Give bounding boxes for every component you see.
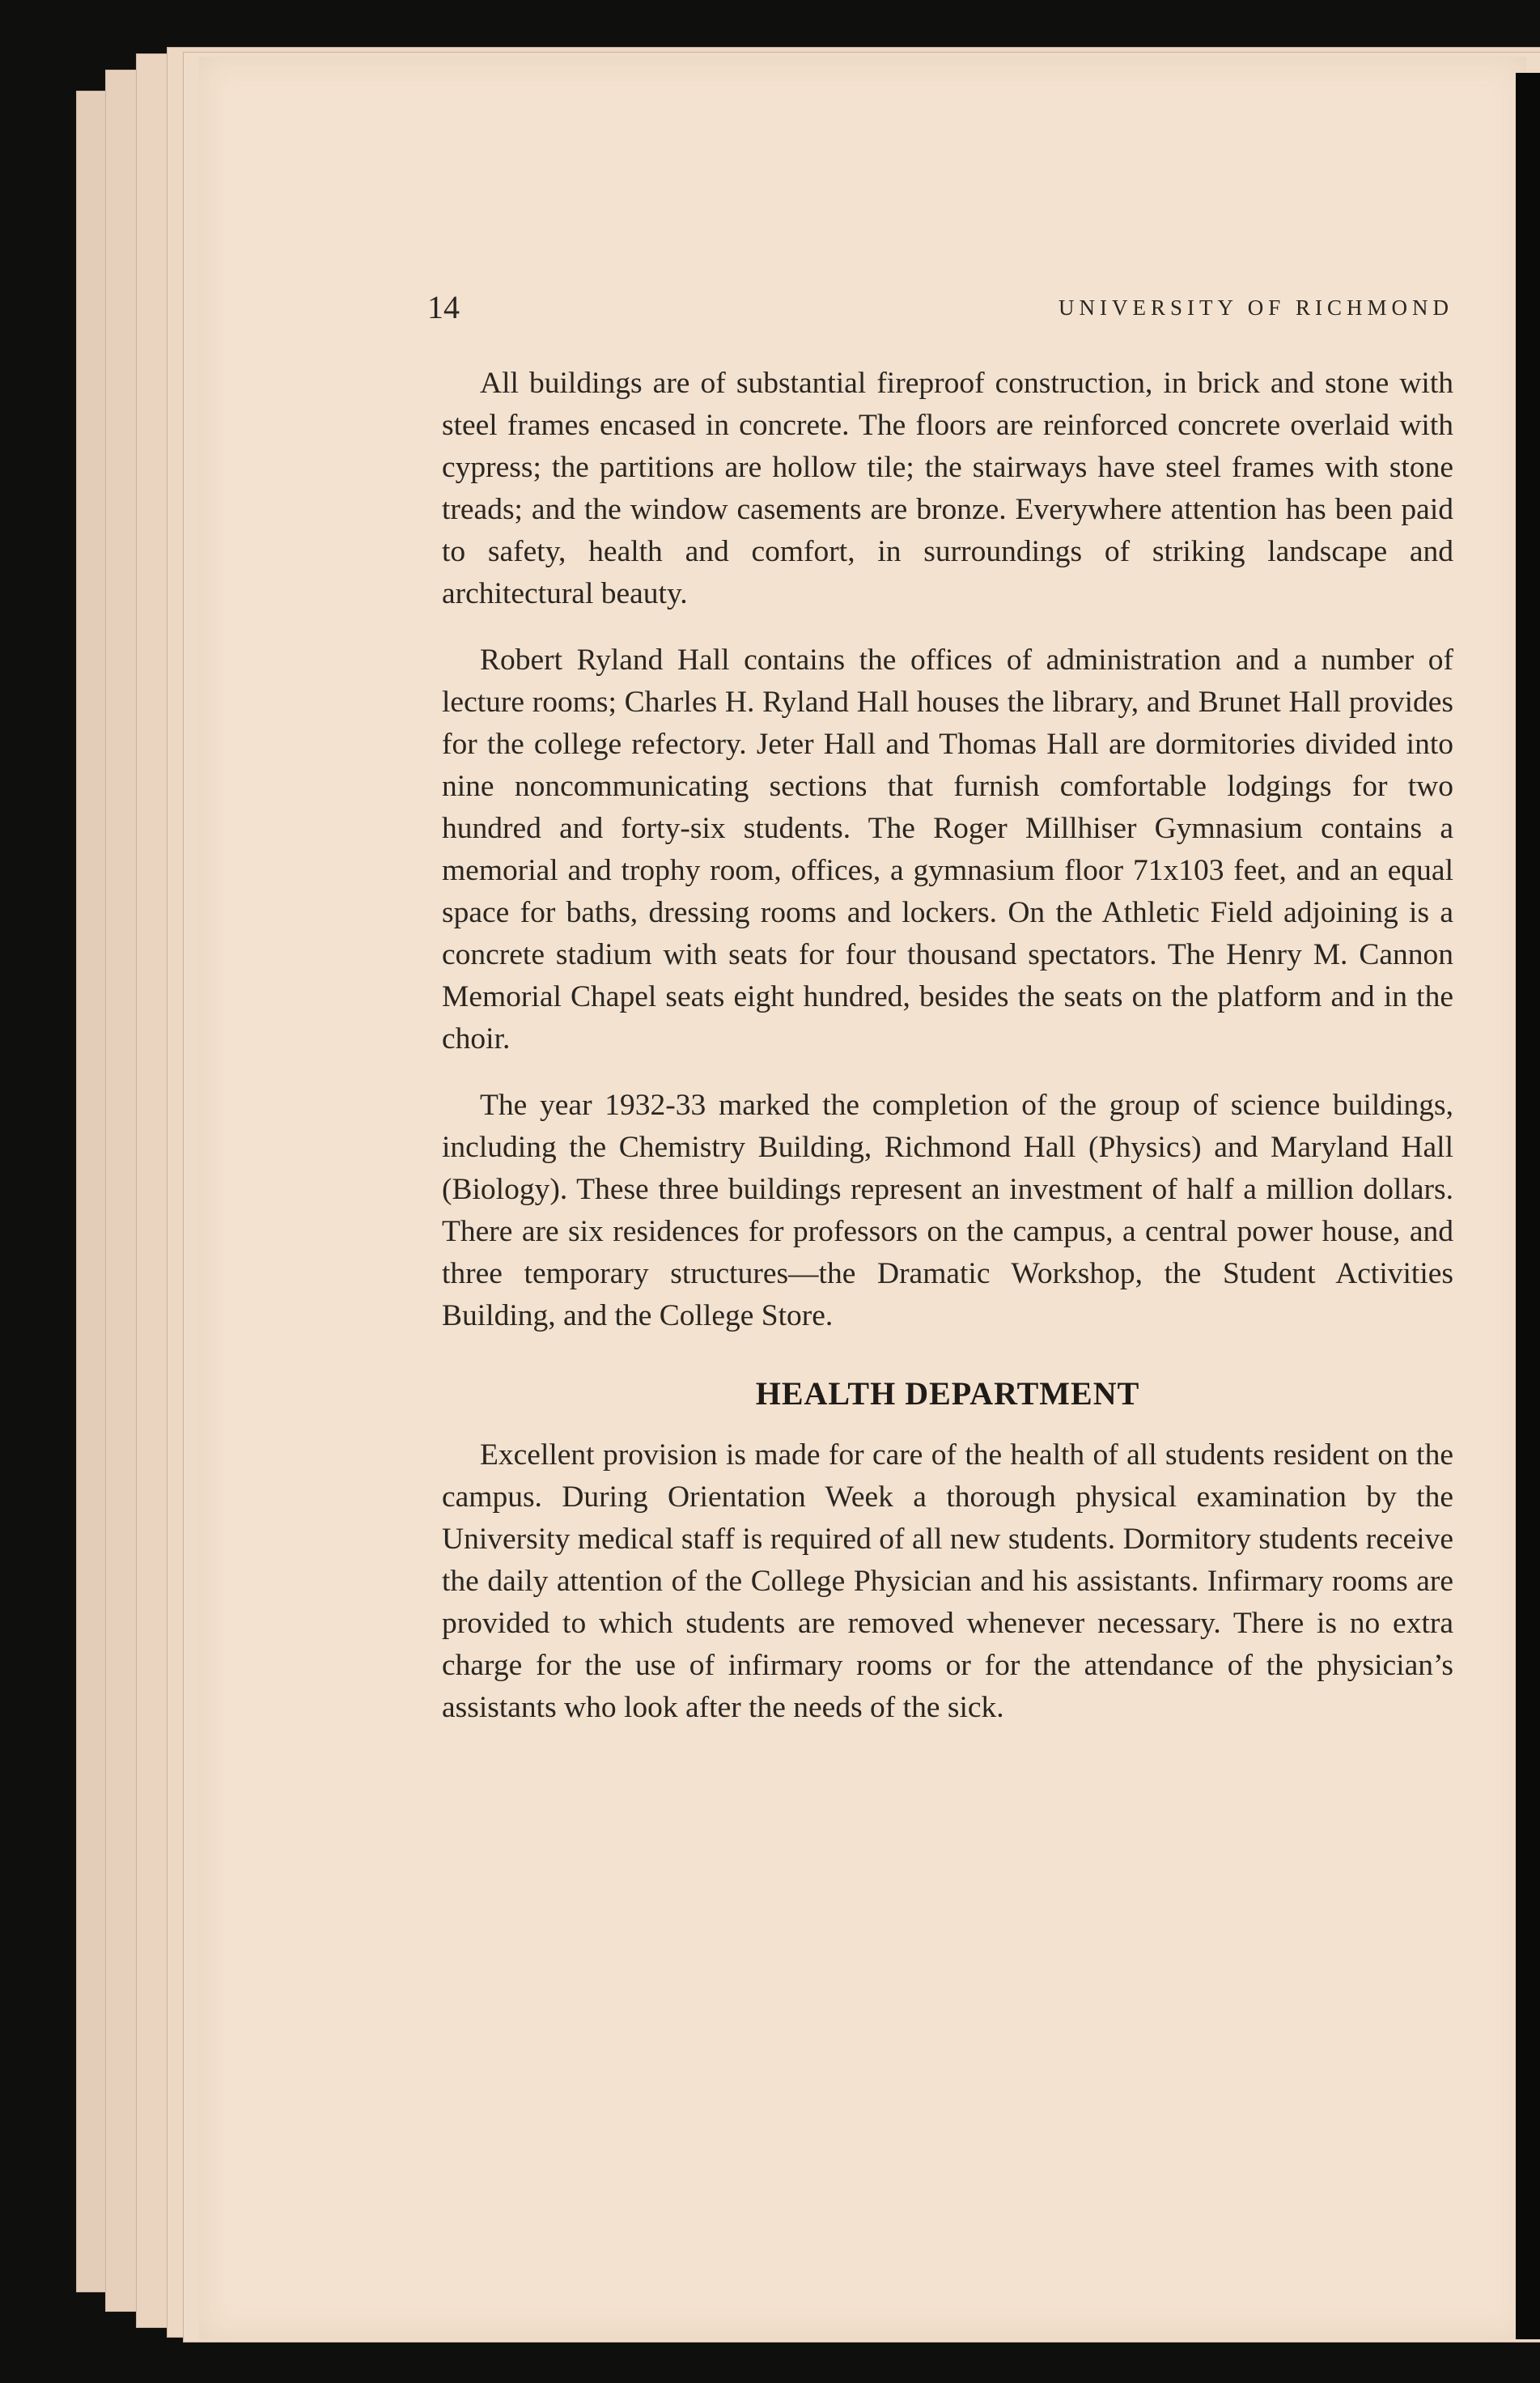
paragraph-halls: Robert Ryland Hall contains the offices of administration and a number of lecture rooms; Charles H. Ryland Hall houses the library, and Brunet Hall provides for the college refectory. Jeter Hall and Thomas Hall are dormitories divided into nine noncommunicating sections that furnish comfortable lodgings for two hundred and forty-six students. The Roger Millhiser Gymnasium contains a memorial and trophy room, offices, a gymnasium floor 71x103 feet, and an equal space for baths, dressing rooms and lockers. On the Athletic Field adjoining is a concrete stadium with seats for four thousand spectators. The Henry M. Cannon Memorial Chapel seats eight hundred, besides the seats on the platform and in the choir. — [442, 644, 1453, 1056]
paragraph-construction: All buildings are of substantial fireproof construction, in brick and stone with steel frames encased in concrete. The floors are reinforced concrete overlaid with cypress; the partitions are hollow tile; the stairways have steel frames with stone treads; and the window casements are bronze. Everywhere attention has been paid to safety, health and comfort, in surroundings of striking landscape and architectural beauty. — [442, 367, 1453, 610]
paragraph-health: Excellent provision is made for care of the health of all students resident on the campus. During Orientation Week a thorough physical examination by the University medical staff is required of all new students. Dormitory students receive the daily attention of the College Physician and his assistants. Infirmary rooms are provided to which students are removed whenever necessary. There is no extra charge for the use of infirmary rooms or for the attendance of the physician’s assistants who look after the needs of the sick. — [442, 1438, 1453, 1724]
running-head: UNIVERSITY OF RICHMOND — [1058, 295, 1453, 320]
gutter-shadow — [1516, 73, 1540, 2339]
page-header — [427, 283, 1453, 332]
page-number: 14 — [427, 289, 460, 325]
paragraph-science-buildings: The year 1932-33 marked the completion of the group of science buildings, including the Chemistry Building, Richmond Hall (Physics) and Maryland Hall (Biology). These three buildings represent an investment of half a million dollars. There are six residences for professors on the campus, a central power house, and three temporary structures—the Dramatic Workshop, the Student Activities Building, and the College Store. — [442, 1089, 1453, 1332]
section-heading-health: HEALTH DEPARTMENT — [755, 1375, 1140, 1412]
page-body — [442, 363, 1453, 1753]
